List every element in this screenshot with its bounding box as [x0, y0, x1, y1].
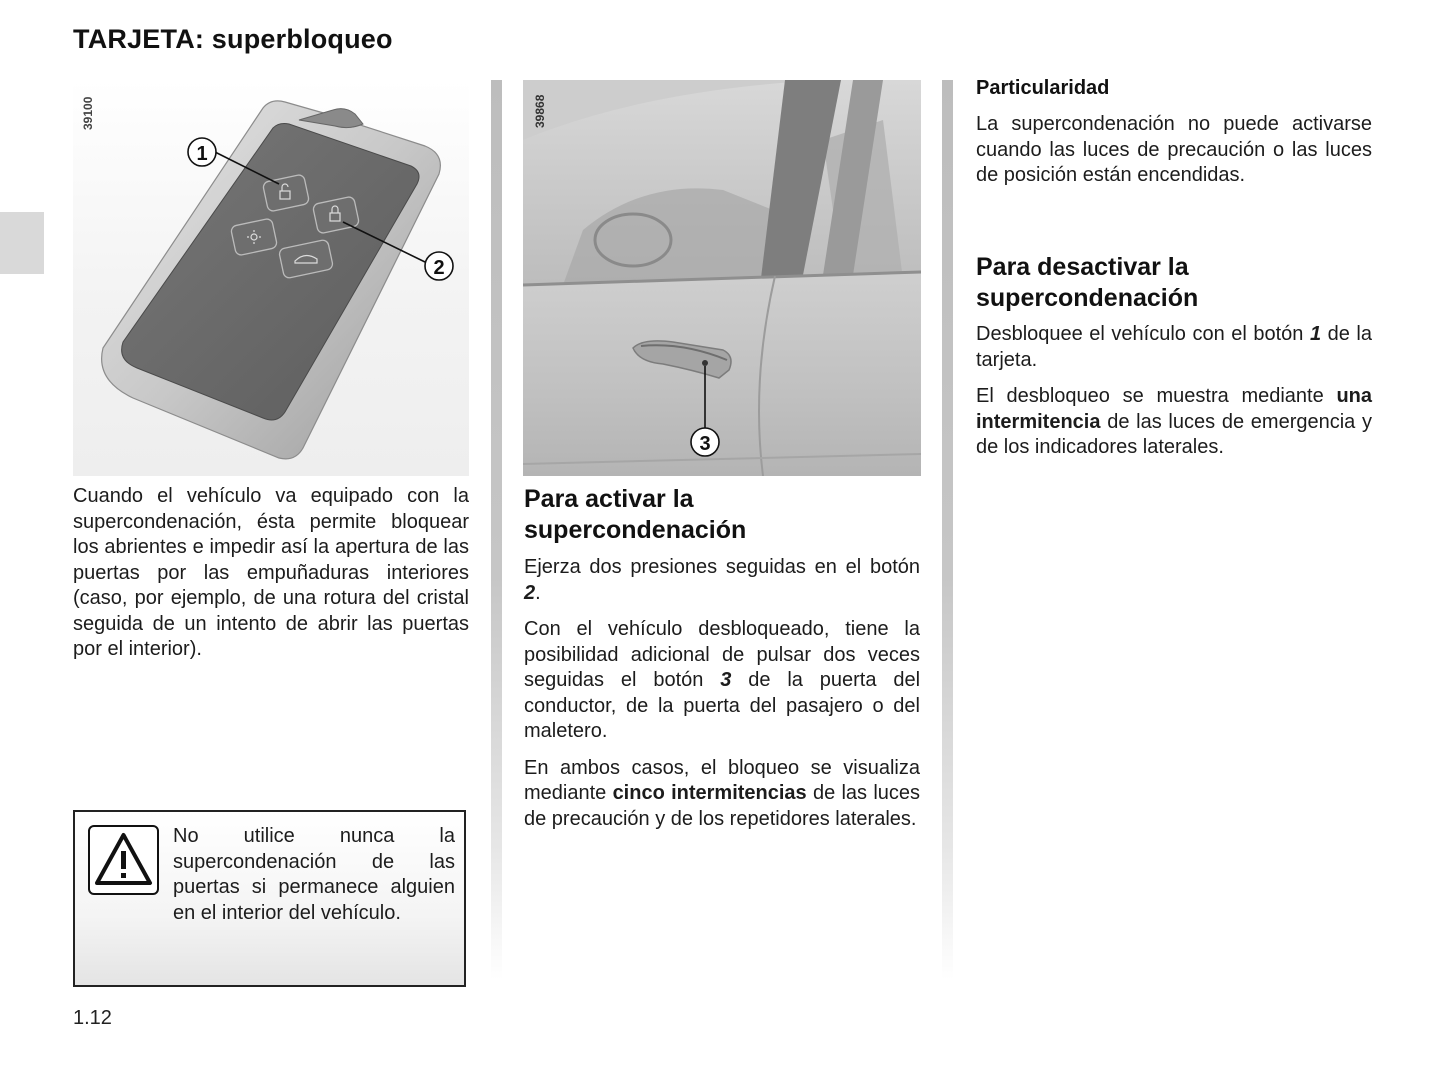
text-run: .: [535, 581, 541, 604]
callout-1-label: 1: [196, 143, 208, 165]
car-door-illustration: [523, 80, 921, 476]
intro-paragraph: Cuando el vehículo va equipado con la supercondenación, ésta permite bloquear los abrientes e impedir así la apertura de las puertas por las empuñaduras interiores (caso, por ejemplo, de una rotura del cristal seguida de un intento de abrir las puertas por el interior).: [73, 485, 469, 660]
callout-2-label: 2: [433, 257, 445, 279]
text-run: de las luces de precaución y de los repetidores laterales.: [524, 782, 921, 830]
warning-box: [73, 810, 466, 987]
text-run: En ambos casos, el bloqueo se visualiza mediante: [524, 756, 920, 804]
key-card-illustration: [73, 80, 469, 476]
bold-text: una intermitencia: [976, 385, 1372, 433]
warning-triangle-icon: [88, 825, 159, 895]
button-ref-1: 1: [1309, 323, 1322, 345]
activate-paragraph-3: [524, 756, 920, 833]
figure-code: 39100: [81, 96, 95, 130]
activate-paragraph-1: [524, 555, 920, 606]
deactivate-paragraph-1: [976, 322, 1372, 373]
text-run: Ejerza dos presiones seguidas en el botón: [524, 556, 920, 578]
deactivate-heading: Para desactivar la supercondenación: [976, 253, 1199, 312]
activate-heading: Para activar la supercondenación: [524, 485, 747, 544]
particularidad-heading: Particularidad: [976, 77, 1110, 99]
key-card-figure: [73, 80, 469, 476]
deactivate-text: [976, 322, 1372, 472]
text-run: de la puerta del conductor, de la puerta del pasajero o del maletero.: [524, 669, 921, 742]
text-run: Con el vehículo desbloqueado, tiene la posibilidad adicional de pulsar dos veces seguidas el botón: [524, 618, 920, 691]
figure-code: 39868: [533, 94, 547, 128]
text-run: El desbloqueo se muestra mediante: [976, 385, 1337, 407]
section-tab: [0, 212, 44, 274]
bold-text: cinco intermitencias: [612, 782, 807, 804]
activate-text: [524, 555, 920, 843]
column-divider-left: [491, 80, 502, 980]
callout-3-label: 3: [699, 433, 711, 455]
activate-paragraph-2: [524, 617, 920, 745]
page-number: 1.12: [73, 1007, 112, 1029]
button-ref-2: 2: [524, 581, 536, 604]
deactivate-paragraph-2: [976, 384, 1372, 461]
page-title: TARJETA: superbloqueo: [73, 24, 393, 54]
text-run: de las luces de emergencia y de los indicadores laterales.: [976, 410, 1372, 458]
button-ref-3: 3: [720, 669, 732, 691]
car-door-figure: [523, 80, 921, 476]
text-run: Desbloquee el vehículo con el botón: [976, 323, 1310, 345]
warning-text: No utilice nunca la supercondenación de las puertas si permanece alguien en el interior del vehículo.: [173, 825, 455, 924]
particularidad-text: La supercondenación no puede activarse cuando las luces de precaución o las luces de posición están encendidas.: [976, 113, 1372, 186]
text-run: de la tarjeta.: [976, 323, 1372, 371]
column-divider-right: [942, 80, 953, 980]
